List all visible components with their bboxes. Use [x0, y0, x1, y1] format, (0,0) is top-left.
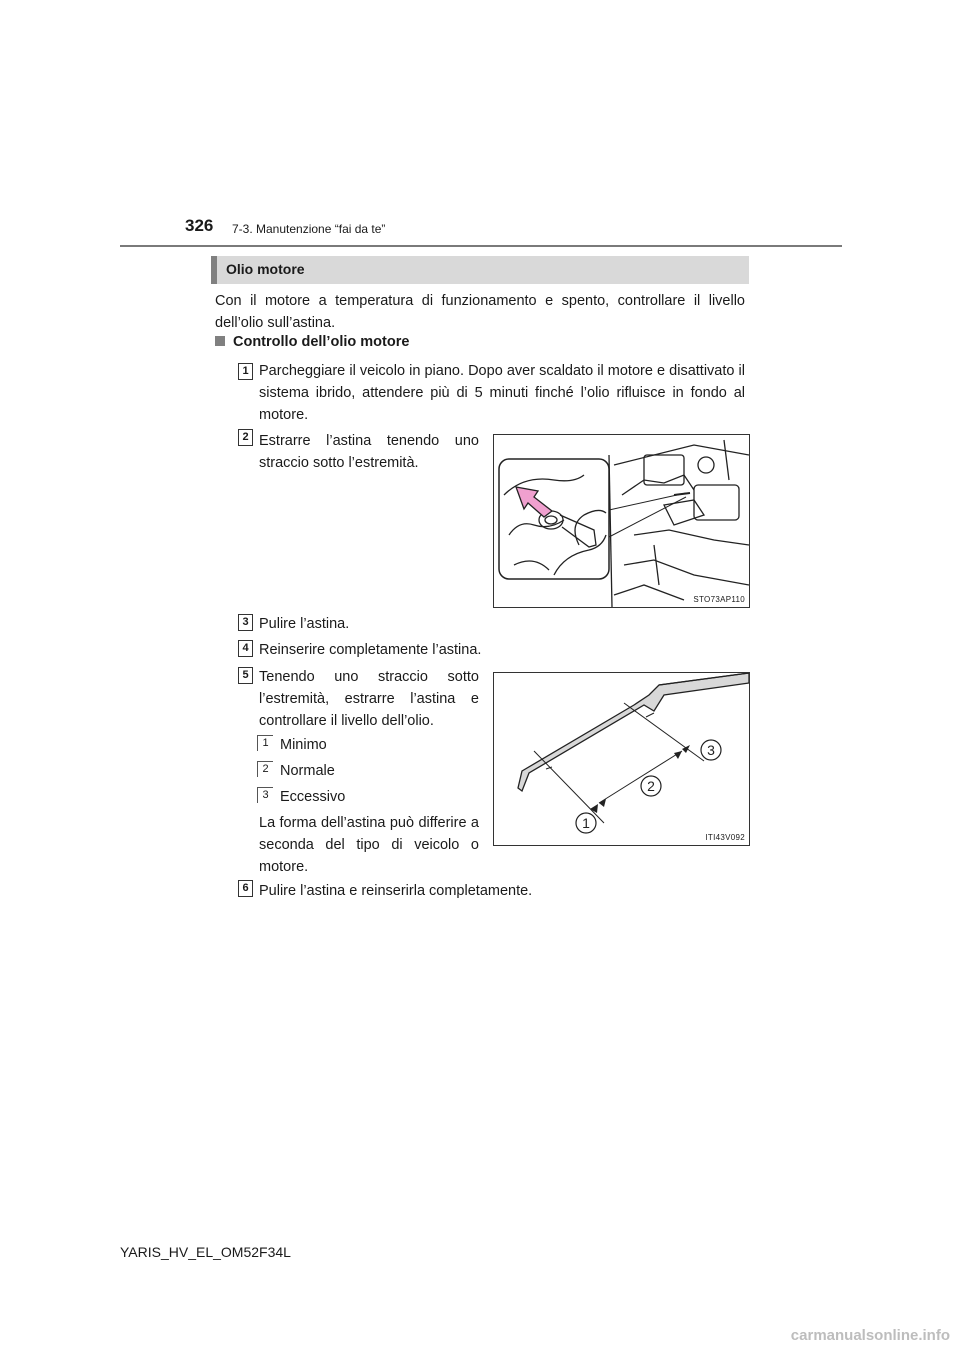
- step-text-6: Pulire l’astina e reinserirla completamente.: [259, 883, 533, 899]
- page-number: 326: [185, 216, 214, 235]
- section-breadcrumb: 7-3. Manutenzione “fai da te”: [232, 222, 386, 236]
- section-heading: Olio motore: [226, 261, 305, 277]
- step-text-2: Estrarre l’astina tenendo uno straccio sotto l’estremità.: [259, 433, 479, 471]
- step-text-5: Tenendo uno straccio sotto l’estremità, estrarre l’astina e controllare il livello dell’olio.: [259, 669, 479, 729]
- site-watermark: carmanualsonline.info: [790, 1327, 950, 1344]
- engine-dipstick-figure: [493, 434, 750, 608]
- level-number-3: 3: [257, 787, 273, 803]
- figure-code-engine: STO73AP110: [693, 595, 745, 604]
- step-number-6: 6: [238, 880, 253, 897]
- document-code-footer: YARIS_HV_EL_OM52F34L: [120, 1244, 291, 1260]
- step-number-5: 5: [238, 667, 253, 684]
- level-number-2: 2: [257, 761, 273, 777]
- step-text-4: Reinserire completamente l’astina.: [259, 642, 482, 658]
- dipstick-illustration: [494, 673, 749, 845]
- subheading-text: Controllo dell’olio motore: [233, 334, 410, 350]
- section-heading-bar: [211, 256, 749, 284]
- engine-illustration: [494, 435, 749, 607]
- square-bullet-icon: [215, 336, 225, 346]
- dipstick-note: La forma dell’astina può differire a seconda del tipo di veicolo o motore.: [259, 815, 479, 875]
- step-text-3: Pulire l’astina.: [259, 616, 350, 632]
- callout-3: 3: [707, 742, 715, 758]
- step-number-2: 2: [238, 429, 253, 446]
- level-number-1: 1: [257, 735, 273, 751]
- header-divider: [120, 245, 842, 247]
- figure-code-dipstick: ITI43V092: [705, 833, 745, 842]
- intro-paragraph: Con il motore a temperatura di funzionamento e spento, controllare il livello dell’olio sull’astina.: [215, 293, 745, 331]
- dipstick-level-figure: [493, 672, 750, 846]
- step-text-1: Parcheggiare il veicolo in piano. Dopo aver scaldato il motore e disattivato il sistema ibrido, attendere più di 5 minuti finché l’olio rifluisce in fondo al motore.: [259, 363, 745, 423]
- step-number-3: 3: [238, 614, 253, 631]
- level-label-normale: Normale: [280, 763, 335, 779]
- step-number-4: 4: [238, 640, 253, 657]
- level-label-eccessivo: Eccessivo: [280, 789, 346, 805]
- callout-2: 2: [647, 778, 655, 794]
- subheading: [215, 334, 409, 350]
- step-number-1: 1: [238, 363, 253, 380]
- callout-1: 1: [582, 815, 590, 831]
- arrow-head-icon: [590, 804, 598, 813]
- arrow-head-icon: [599, 799, 606, 807]
- level-label-minimo: Minimo: [280, 737, 327, 753]
